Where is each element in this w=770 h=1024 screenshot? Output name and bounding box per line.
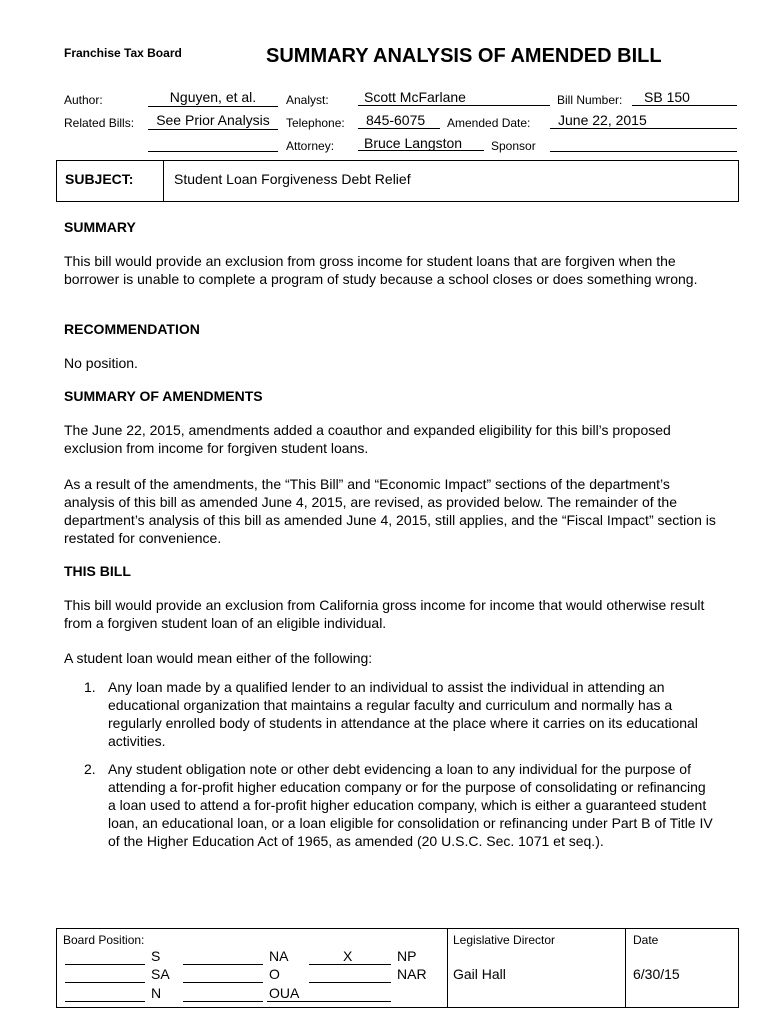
subject-label-cell — [57, 161, 164, 201]
amended-date-value: June 22, 2015 — [550, 112, 737, 129]
bill-number-value: SB 150 — [632, 89, 737, 106]
blank-line — [183, 982, 263, 983]
attorney-label: Attorney: — [286, 139, 335, 153]
legislative-director-value: Gail Hall — [453, 966, 506, 982]
divider — [447, 929, 448, 1007]
amendments-heading: SUMMARY OF AMENDMENTS — [64, 388, 263, 404]
author-label: Author: — [64, 93, 103, 107]
blank-line — [309, 964, 391, 965]
analyst-value: Scott McFarlane — [358, 89, 550, 106]
list-item-text: Any student obligation note or other debt evidencing a loan to any individual for the purpose of attending a for-profit higher education company or for the purpose of consolidating or refinancing a loan used to attend a for-profit higher education company, which is either a guaranteed student loan, an educational loan, or a loan eligible for consolidation or refinancing under Part B of Title IV of the Higher Education Act of 1965, as amended (20 U.S.C. Sec. 1071 et seq.). — [108, 761, 713, 849]
x-mark: X — [343, 948, 353, 964]
blank-line — [267, 1001, 391, 1002]
agency-name: Franchise Tax Board — [64, 46, 182, 60]
blank-line — [65, 964, 145, 965]
divider — [625, 929, 626, 1007]
code-oua: OUA — [269, 985, 300, 1001]
recommendation-heading: RECOMMENDATION — [64, 321, 200, 337]
telephone-value: 845-6075 — [358, 112, 440, 129]
telephone-label: Telephone: — [286, 116, 345, 130]
date-label: Date — [633, 933, 659, 947]
bill-number-label: Bill Number: — [557, 93, 623, 107]
subject-value: Student Loan Forgiveness Debt Relief — [174, 171, 411, 187]
related-bills-value: See Prior Analysis — [148, 112, 278, 130]
list-item-number: 1. — [84, 679, 96, 695]
code-n: N — [151, 985, 162, 1001]
legislative-director-label: Legislative Director — [453, 933, 556, 947]
list-item-number: 2. — [84, 761, 96, 777]
summary-paragraph: This bill would provide an exclusion from gross income for student loans that are forgiven when the borrower is unable to complete a program of study because a school closes or does something wrong. — [64, 253, 698, 287]
code-sa: SA — [151, 966, 170, 982]
blank-line — [65, 982, 145, 983]
related-bills-label: Related Bills: — [64, 116, 135, 130]
this-bill-paragraph-2: A student loan would mean either of the following: — [64, 650, 373, 666]
attorney-value: Bruce Langston — [358, 135, 484, 151]
amendments-paragraph-1: The June 22, 2015, amendments added a coauthor and expanded eligibility for this bill’s proposed exclusion from income for forgiven student loans. — [64, 422, 671, 456]
list-item — [64, 678, 716, 750]
code-nar: NAR — [397, 966, 427, 982]
board-position-table — [56, 928, 739, 1008]
blank-line — [183, 1001, 263, 1002]
blank-line — [65, 1001, 145, 1002]
list-item — [64, 760, 716, 850]
subject-label: SUBJECT: — [65, 171, 134, 187]
this-bill-heading: THIS BILL — [64, 563, 131, 579]
blank-line — [309, 982, 391, 983]
date-value: 6/30/15 — [633, 966, 680, 982]
blank-line — [148, 135, 278, 152]
code-s: S — [151, 948, 161, 964]
student-loan-list — [64, 678, 716, 860]
document-title: SUMMARY ANALYSIS OF AMENDED BILL — [266, 45, 662, 67]
blank-line — [183, 964, 263, 965]
list-item-text: Any loan made by a qualified lender to an individual to assist the individual in attending an educational organization that maintains a regular faculty and curriculum and normally has a regularly enrolled body of students in attendance at the place where it carries on its educational activities. — [108, 679, 698, 749]
code-np: NP — [397, 948, 417, 964]
author-value: Nguyen, et al. — [148, 89, 278, 107]
this-bill-paragraph-1: This bill would provide an exclusion from California gross income for income that would otherwise result from a forgiven student loan of an eligible individual. — [64, 597, 705, 631]
amended-date-label: Amended Date: — [447, 116, 531, 130]
code-o: O — [269, 966, 280, 982]
code-na: NA — [269, 948, 289, 964]
recommendation-paragraph: No position. — [64, 355, 138, 371]
summary-heading: SUMMARY — [64, 219, 136, 235]
amendments-paragraph-2: As a result of the amendments, the “This Bill” and “Economic Impact” sections of the department’s analysis of this bill as amended June 4, 2015, are revised, as provided below. The remainder of the department’s analysis of this bill as amended June 4, 2015, still applies, and the “Fiscal Impact” section is restated for convenience. — [64, 476, 716, 546]
board-position-label: Board Position: — [63, 933, 145, 947]
sponsor-value-line — [550, 135, 737, 152]
analyst-label: Analyst: — [286, 93, 329, 107]
sponsor-label: Sponsor — [491, 139, 536, 153]
subject-box — [56, 160, 739, 202]
